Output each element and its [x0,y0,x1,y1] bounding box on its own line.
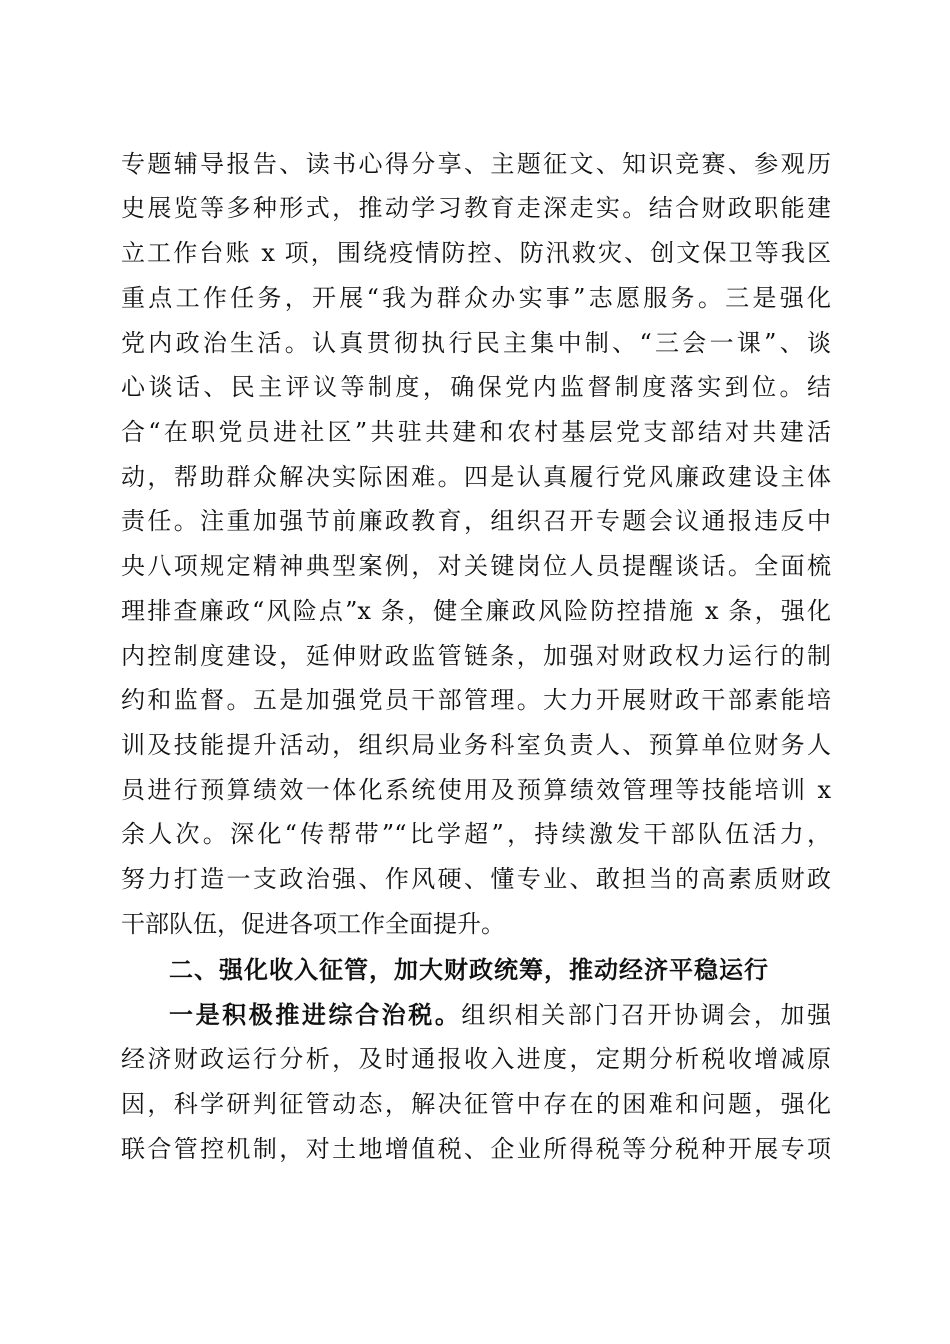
paragraph-line: 专题辅导报告、读书心得分享、主题征文、知识竞赛、参观历 [121,150,831,178]
paragraph-first-line [169,995,831,1035]
paragraph-line: 理排查廉政“风险点”x 条，健全廉政风险防控措施 x 条，强化 [121,597,831,625]
paragraph-line: 努力打造一支政治强、作风硬、懂专业、敢担当的高素质财政 [121,865,831,893]
paragraph-lead-rest: 组织相关部门召开协调会，加强 [461,1001,832,1029]
paragraph-line: 重点工作任务，开展“我为群众办实事”志愿服务。三是强化 [121,284,831,312]
paragraph-lead: 一是积极推进综合治税。 [169,1000,462,1029]
paragraph-line: 经济财政运行分析，及时通报收入进度，定期分析税收增减原 [121,1045,831,1073]
paragraph-line: 史展览等多种形式，推动学习教育走深走实。结合财政职能建 [121,194,831,222]
paragraph-line: 员进行预算绩效一体化系统使用及预算绩效管理等技能培训 x [121,776,831,804]
paragraph-line: 立工作台账 x 项，围绕疫情防控、防汛救灾、创文保卫等我区 [121,239,831,267]
paragraph-line: 约和监督。五是加强党员干部管理。大力开展财政干部素能培 [121,686,831,714]
paragraph-line: 动，帮助群众解决实际困难。四是认真履行党风廉政建设主体 [121,463,831,491]
paragraph-line: 干部队伍，促进各项工作全面提升。 [121,910,505,938]
paragraph-line: 党内政治生活。认真贯彻执行民主集中制、“三会一课”、谈 [121,329,831,357]
paragraph-line: 心谈话、民主评议等制度，确保党内监督制度落实到位。结 [121,373,831,401]
paragraph-line: 合“在职党员进社区”共驻共建和农村基层党支部结对共建活 [121,418,831,446]
paragraph-line: 责任。注重加强节前廉政教育，组织召开专题会议通报违反中 [121,507,831,535]
paragraph-line: 央八项规定精神典型案例，对关键岗位人员提醒谈话。全面梳 [121,552,831,580]
section-heading: 二、强化收入征管，加大财政统筹，推动经济平稳运行 [169,955,769,984]
paragraph-line: 训及技能提升活动，组织局业务科室负责人、预算单位财务人 [121,731,831,759]
paragraph-line: 因，科学研判征管动态，解决征管中存在的困难和问题，强化 [121,1090,831,1118]
paragraph-line: 余人次。深化“传帮带”“比学超”，持续激发干部队伍活力， [121,820,831,848]
paragraph-line: 内控制度建设，延伸财政监管链条，加强对财政权力运行的制 [121,642,831,670]
paragraph-line: 联合管控机制，对土地增值税、企业所得税等分税种开展专项 [121,1135,831,1163]
